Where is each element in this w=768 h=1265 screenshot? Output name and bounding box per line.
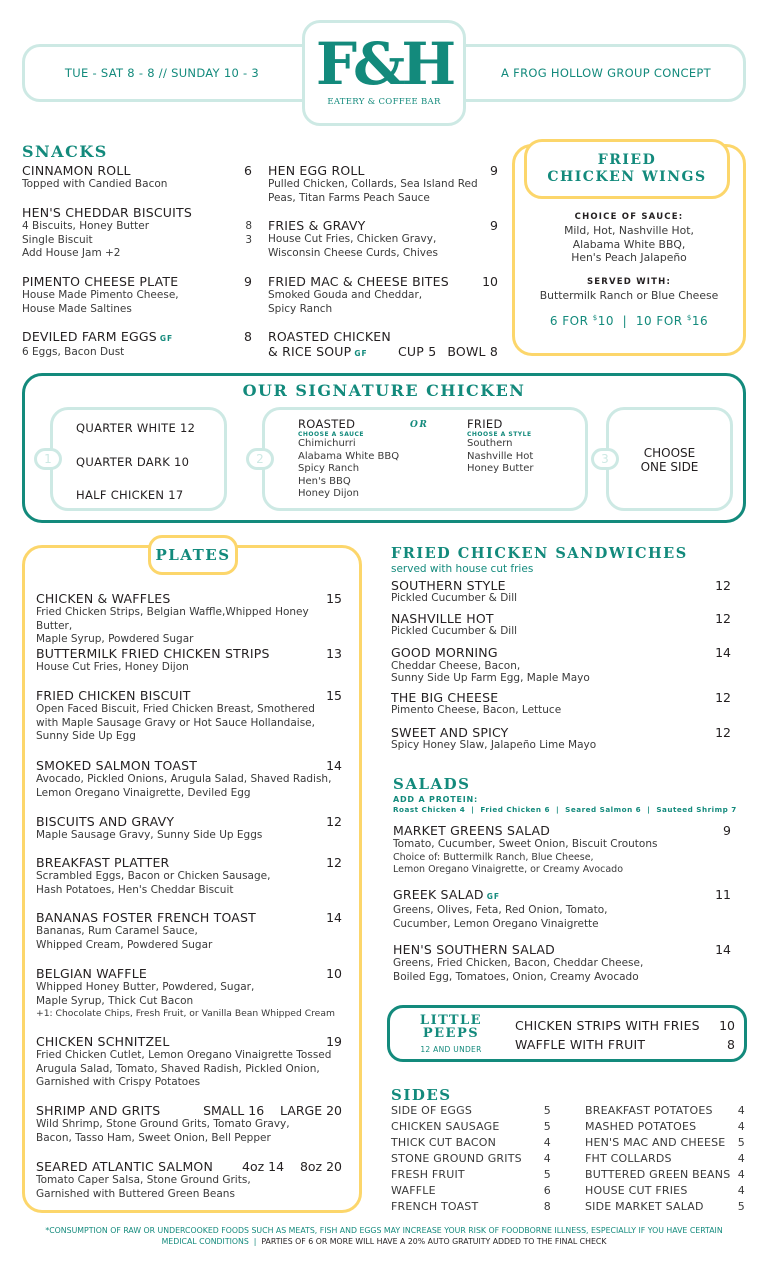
menu-item bbox=[268, 163, 498, 205]
item-desc: Wild Shrimp, Stone Ground Grits, Tomato Gravy, bbox=[36, 1118, 290, 1130]
side-item: BREAKFAST POTATOES 4 bbox=[585, 1104, 745, 1117]
salads-title: SALADS bbox=[393, 775, 471, 793]
fried-label: FRIED bbox=[467, 417, 503, 431]
sandwiches-subtitle: served with house cut fries bbox=[391, 563, 534, 575]
item-desc: Maple Syrup, Powdered Sugar bbox=[36, 633, 194, 645]
menu-item bbox=[36, 814, 342, 843]
item-price: 13 bbox=[326, 646, 342, 661]
item-name: CHICKEN STRIPS WITH FRIES bbox=[515, 1018, 700, 1033]
item-desc: Avocado, Pickled Onions, Arugula Salad, Shaved Radish, bbox=[36, 773, 332, 785]
style-option: Honey Butter bbox=[467, 463, 534, 474]
roasted-options bbox=[298, 417, 399, 501]
item-name: CINNAMON ROLL bbox=[22, 163, 131, 178]
item-desc: House Made Pimento Cheese, bbox=[22, 289, 179, 301]
item-price: 9 bbox=[723, 823, 731, 838]
sauce-line: Alabama White BBQ, bbox=[572, 237, 686, 251]
item-price: 15 bbox=[326, 591, 342, 606]
item-desc: Fried Chicken Cutlet, Lemon Oregano Vinaigrette Tossed bbox=[36, 1049, 332, 1061]
item-price: 4oz 14 8oz 20 bbox=[242, 1159, 342, 1174]
item-desc: Pulled Chicken, Collards, Sea Island Red bbox=[268, 178, 478, 190]
side-item: STONE GROUND GRITS 4 bbox=[391, 1152, 551, 1165]
item-price: 12 bbox=[715, 690, 731, 705]
menu-item bbox=[391, 645, 731, 684]
item-desc: Cucumber, Lemon Oregano Vinaigrette bbox=[393, 917, 599, 930]
item-name: MARKET GREENS SALAD bbox=[393, 823, 551, 838]
item-price: 14 bbox=[326, 758, 342, 773]
menu-item bbox=[393, 823, 731, 876]
item-desc: Hash Potatoes, Hen's Cheddar Biscuit bbox=[36, 883, 234, 896]
fried-options bbox=[467, 417, 534, 476]
item-price: 14 bbox=[326, 910, 342, 925]
item-price: 10 bbox=[719, 1018, 735, 1033]
item-price: 12 bbox=[326, 814, 342, 829]
item-desc: Peas, Titan Farms Peach Sauce bbox=[268, 191, 430, 204]
item-price: 12 bbox=[326, 855, 342, 870]
item-desc: Whipped Honey Butter, Powdered, Sugar, bbox=[36, 981, 255, 993]
item-desc: Single Biscuit 3 bbox=[22, 233, 252, 246]
item-name: FRIES & GRAVY bbox=[268, 218, 366, 233]
item-name: FRIED CHICKEN BISCUIT bbox=[36, 688, 191, 703]
side-item: THICK CUT BACON 4 bbox=[391, 1136, 551, 1149]
item-desc: Fried Chicken Strips, Belgian Waffle,Whipped Honey Butter, bbox=[36, 606, 309, 632]
item-price: 14 bbox=[715, 645, 731, 660]
style-option: Nashville Hot bbox=[467, 450, 534, 462]
style-option: Southern bbox=[467, 438, 513, 449]
item-price: 10 bbox=[482, 274, 498, 289]
item-name: BELGIAN WAFFLE bbox=[36, 966, 147, 981]
step-1-number: 1 bbox=[34, 448, 62, 470]
item-desc: 6 Eggs, Bacon Dust bbox=[22, 346, 125, 358]
menu-item bbox=[393, 887, 731, 931]
served-label: SERVED WITH: bbox=[586, 276, 672, 287]
chicken-size-option: QUARTER WHITE 12 bbox=[76, 421, 196, 435]
wings-details bbox=[512, 212, 746, 328]
item-price: 15 bbox=[326, 688, 342, 703]
sides-title: SIDES bbox=[391, 1086, 452, 1104]
item-name: DEVILED FARM EGGS GF bbox=[22, 329, 174, 344]
hours: TUE - SAT 8 - 8 // SUNDAY 10 - 3 bbox=[64, 66, 260, 80]
item-desc: House Cut Fries, Chicken Gravy, bbox=[268, 233, 437, 245]
item-price: 8 bbox=[244, 329, 252, 344]
step-2-box bbox=[262, 407, 588, 511]
roasted-sub: CHOOSE A SAUCE bbox=[298, 431, 365, 438]
item-price: 9 bbox=[490, 163, 498, 178]
menu-item bbox=[393, 942, 731, 984]
menu-item bbox=[391, 611, 731, 637]
item-name: HEN EGG ROLL bbox=[268, 163, 365, 178]
menu-item bbox=[36, 688, 342, 744]
item-desc: Smoked Gouda and Cheddar, bbox=[268, 289, 423, 301]
item-desc: Spicy Honey Slaw, Jalapeño Lime Mayo bbox=[391, 739, 597, 751]
item-desc: Topped with Candied Bacon bbox=[22, 178, 168, 190]
side-item: CHICKEN SAUSAGE 5 bbox=[391, 1120, 551, 1133]
item-desc: Garnished with Buttered Green Beans bbox=[36, 1187, 235, 1200]
menu-item bbox=[391, 690, 731, 716]
item-name: BUTTERMILK FRIED CHICKEN STRIPS bbox=[36, 646, 270, 661]
item-desc: Greens, Fried Chicken, Bacon, Cheddar Cheese, bbox=[393, 957, 644, 969]
menu-item bbox=[268, 329, 498, 361]
item-desc: Lemon Oregano Vinaigrette, Deviled Egg bbox=[36, 786, 251, 799]
menu-item bbox=[36, 966, 342, 1020]
menu-item bbox=[22, 163, 252, 192]
item-desc: Add House Jam +2 bbox=[22, 247, 121, 259]
tagline: A FROG HOLLOW GROUP CONCEPT bbox=[501, 66, 711, 80]
menu-item bbox=[391, 725, 731, 751]
roasted-label: ROASTED bbox=[298, 417, 356, 431]
side-item: SIDE MARKET SALAD 5 bbox=[585, 1200, 745, 1213]
item-name: & RICE SOUP GF CUP 5 BOWL 8 bbox=[268, 344, 498, 359]
menu-item bbox=[22, 205, 252, 261]
signature-title: OUR SIGNATURE CHICKEN bbox=[242, 381, 526, 400]
menu-item bbox=[391, 578, 731, 604]
item-name: HEN'S CHEDDAR BISCUITS bbox=[22, 205, 192, 220]
menu-item bbox=[22, 274, 252, 316]
item-desc: Tomato Caper Salsa, Stone Ground Grits, bbox=[36, 1174, 251, 1186]
item-name: CHICKEN & WAFFLES bbox=[36, 591, 171, 606]
item-name: SOUTHERN STYLE bbox=[391, 578, 506, 593]
item-price: 19 bbox=[326, 1034, 342, 1049]
item-desc: Scrambled Eggs, Bacon or Chicken Sausage, bbox=[36, 870, 271, 882]
item-desc: Cheddar Cheese, Bacon, bbox=[391, 660, 521, 672]
served-with: Buttermilk Ranch or Blue Cheese bbox=[539, 288, 719, 302]
item-desc: Pickled Cucumber & Dill bbox=[391, 592, 518, 604]
item-desc: Boiled Egg, Tomatoes, Onion, Creamy Avocado bbox=[393, 970, 639, 983]
sauce-option: Hen's BBQ bbox=[298, 475, 351, 487]
item-desc: with Maple Sausage Gravy or Hot Sauce Hollandaise, bbox=[36, 716, 315, 729]
side-item: FRESH FRUIT 5 bbox=[391, 1168, 551, 1181]
gf-badge: GF bbox=[486, 892, 500, 901]
item-name: GOOD MORNING bbox=[391, 645, 498, 660]
item-name: GREEK SALAD GF bbox=[393, 887, 500, 902]
gf-badge: GF bbox=[159, 334, 174, 343]
item-name: FRIED MAC & CHEESE BITES bbox=[268, 274, 449, 289]
item-name: ROASTED CHICKEN bbox=[268, 329, 391, 344]
dressing-choice: Lemon Oregano Vinaigrette, or Creamy Avocado bbox=[393, 863, 624, 875]
menu-item bbox=[36, 855, 342, 897]
kids-item bbox=[515, 1018, 735, 1033]
cup-price: CUP 5 bbox=[398, 344, 437, 359]
logo-subtitle: EATERY & COFFEE BAR bbox=[327, 97, 441, 107]
footer-disclaimer: *CONSUMPTION OF RAW OR UNDERCOOKED FOODS SUCH AS MEATS, FISH AND EGGS MAY INCREASE YOUR RISK OF FOODBORNE ILLNESS, ESPECIALLY IF YOU HAVE CERTAIN MEDICAL CONDITIONS | PARTIES OF 6 OR MORE WILL HAVE A 20% AUTO GRATUITY ADDED TO THE FINAL CHECK bbox=[45, 1226, 726, 1246]
protein-options: Roast Chicken 4 | Fried Chicken 6 | Seared Salmon 6 | Sauteed Shrimp 7 bbox=[393, 805, 737, 814]
item-price: 6 bbox=[244, 163, 252, 178]
item-name: BREAKFAST PLATTER bbox=[36, 855, 170, 870]
item-desc: Bacon, Tasso Ham, Sweet Onion, Bell Pepper bbox=[36, 1131, 271, 1144]
wings-title: FRIED CHICKEN WINGS bbox=[524, 139, 730, 199]
menu-item bbox=[36, 1159, 342, 1201]
menu-item bbox=[36, 1103, 342, 1145]
kids-item bbox=[515, 1037, 735, 1052]
item-desc: Pimento Cheese, Bacon, Lettuce bbox=[391, 704, 562, 716]
item-desc: Maple Sausage Gravy, Sunny Side Up Eggs bbox=[36, 829, 263, 841]
item-name: WAFFLE WITH FRUIT bbox=[515, 1037, 646, 1052]
step-1-box bbox=[50, 407, 227, 511]
bowl-price: BOWL 8 bbox=[447, 344, 498, 359]
item-price: 10 bbox=[326, 966, 342, 981]
item-desc: Open Faced Biscuit, Fried Chicken Breast, Smothered bbox=[36, 703, 315, 715]
item-name: SHRIMP AND GRITS bbox=[36, 1103, 161, 1118]
step-3-box bbox=[606, 407, 733, 511]
side-item: SIDE OF EGGS 5 bbox=[391, 1104, 551, 1117]
item-desc: House Cut Fries, Honey Dijon bbox=[36, 661, 189, 673]
menu-item bbox=[36, 1034, 342, 1090]
step-3-number: 3 bbox=[591, 448, 619, 470]
or-label: OR bbox=[410, 420, 429, 430]
menu-item bbox=[36, 591, 342, 647]
item-name: SWEET AND SPICY bbox=[391, 725, 509, 740]
menu-item bbox=[36, 646, 342, 675]
side-item: FRENCH TOAST 8 bbox=[391, 1200, 551, 1213]
item-name: PIMENTO CHEESE PLATE bbox=[22, 274, 179, 289]
dressing-choice: Choice of: Buttermilk Ranch, Blue Cheese, bbox=[393, 851, 594, 863]
sandwiches-title: FRIED CHICKEN SANDWICHES bbox=[391, 545, 688, 562]
item-desc: Arugula Salad, Tomato, Shaved Radish, Pickled Onion, bbox=[36, 1062, 320, 1075]
logo-mark: F&H bbox=[315, 30, 453, 98]
item-price: 11 bbox=[715, 887, 731, 902]
sauce-label: CHOICE OF SAUCE: bbox=[574, 212, 684, 222]
little-peeps-title: LITTLE PEEPS 12 AND UNDER bbox=[419, 1013, 483, 1054]
side-item: MASHED POTATOES 4 bbox=[585, 1120, 745, 1133]
item-name: SEARED ATLANTIC SALMON bbox=[36, 1159, 214, 1174]
menu-item bbox=[36, 910, 342, 952]
sauce-option: Chimichurri bbox=[298, 438, 356, 449]
item-price: 12 bbox=[715, 578, 731, 593]
sauce-option: Alabama White BBQ bbox=[298, 450, 400, 462]
item-name: NASHVILLE HOT bbox=[391, 611, 494, 626]
item-desc: House Made Saltines bbox=[22, 302, 132, 315]
menu-item bbox=[268, 218, 498, 260]
item-price: 9 bbox=[244, 274, 252, 289]
plates-title: PLATES bbox=[148, 535, 238, 575]
item-name: SMOKED SALMON TOAST bbox=[36, 758, 198, 773]
menu-item bbox=[22, 329, 252, 360]
item-desc: Sunny Side Up Egg bbox=[36, 730, 136, 742]
item-note: +1: Chocolate Chips, Fresh Fruit, or Vanilla Bean Whipped Cream bbox=[36, 1008, 335, 1019]
item-price: 12 bbox=[715, 611, 731, 626]
item-desc: Garnished with Crispy Potatoes bbox=[36, 1076, 201, 1088]
wings-price: 6 FOR $10 | 10 FOR $16 bbox=[549, 314, 709, 328]
item-price: 8 bbox=[727, 1037, 735, 1052]
item-desc: Tomato, Cucumber, Sweet Onion, Biscuit Croutons bbox=[393, 838, 658, 850]
sauce-line: Mild, Hot, Nashville Hot, bbox=[564, 224, 694, 237]
item-price: 12 bbox=[715, 725, 731, 740]
choose-side: CHOOSE ONE SIDE bbox=[640, 446, 699, 474]
item-price: 14 bbox=[715, 942, 731, 957]
item-desc: Maple Syrup, Thick Cut Bacon bbox=[36, 994, 194, 1007]
item-name: CHICKEN SCHNITZEL bbox=[36, 1034, 170, 1049]
step-2-number: 2 bbox=[246, 448, 274, 470]
side-item: HOUSE CUT FRIES 4 bbox=[585, 1184, 745, 1197]
item-desc: 4 Biscuits, Honey Butter 8 bbox=[22, 220, 252, 232]
item-desc: Greens, Olives, Feta, Red Onion, Tomato, bbox=[393, 904, 608, 916]
sauce-option: Spicy Ranch bbox=[298, 463, 360, 474]
item-desc: Bananas, Rum Caramel Sauce, bbox=[36, 925, 198, 937]
sauce-line: Hen's Peach Jalapeño bbox=[571, 251, 687, 264]
snacks-title: SNACKS bbox=[22, 142, 108, 161]
item-desc: Sunny Side Up Farm Egg, Maple Mayo bbox=[391, 672, 590, 684]
item-desc: Whipped Cream, Powdered Sugar bbox=[36, 938, 213, 951]
chicken-size-option: QUARTER DARK 10 bbox=[76, 455, 190, 469]
menu-item bbox=[36, 758, 342, 800]
chicken-size-option: HALF CHICKEN 17 bbox=[76, 488, 184, 502]
item-price: 9 bbox=[490, 218, 498, 233]
gf-badge: GF bbox=[354, 349, 368, 358]
item-price: SMALL 16 LARGE 20 bbox=[203, 1103, 342, 1118]
item-name: BISCUITS AND GRAVY bbox=[36, 814, 175, 829]
side-item: WAFFLE 6 bbox=[391, 1184, 551, 1197]
side-item: HEN'S MAC AND CHEESE 5 bbox=[585, 1136, 745, 1149]
menu-item bbox=[268, 274, 498, 316]
item-desc: Spicy Ranch bbox=[268, 302, 333, 315]
logo bbox=[302, 20, 466, 126]
side-item: BUTTERED GREEN BEANS 4 bbox=[585, 1168, 745, 1181]
sauce-option: Honey Dijon bbox=[298, 488, 359, 499]
item-desc: Pickled Cucumber & Dill bbox=[391, 625, 518, 637]
item-name: BANANAS FOSTER FRENCH TOAST bbox=[36, 910, 256, 925]
item-name: THE BIG CHEESE bbox=[391, 690, 499, 705]
item-name: HEN'S SOUTHERN SALAD bbox=[393, 942, 556, 957]
side-item: FHT COLLARDS 4 bbox=[585, 1152, 745, 1165]
fried-sub: CHOOSE A STYLE bbox=[467, 431, 532, 438]
protein-label: ADD A PROTEIN: bbox=[393, 795, 479, 804]
item-desc: Wisconsin Cheese Curds, Chives bbox=[268, 246, 438, 259]
